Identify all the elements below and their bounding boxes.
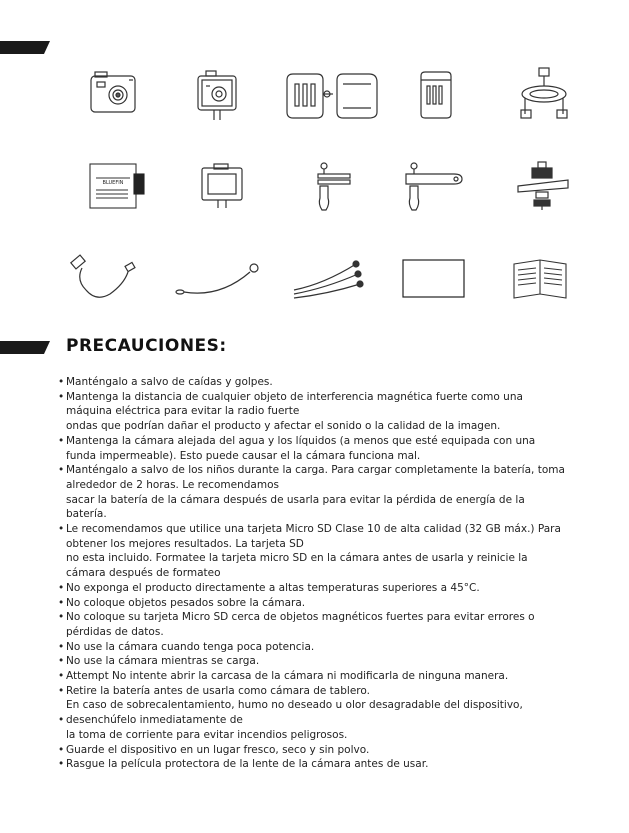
waterproof-case-icon	[192, 68, 242, 122]
precaution-text: Mantenga la distancia de cualquier objeto de interferencia magnética fuerte como una	[66, 390, 523, 403]
bullet-icon: •	[58, 684, 65, 697]
bullet-icon: •	[58, 670, 65, 683]
handlebar-mount-icon	[515, 66, 573, 122]
precaution-text: Guarde el dispositivo en un lugar fresco, seco y sin polvo.	[66, 743, 370, 756]
bullet-icon: •	[58, 611, 65, 624]
precaution-text: cámara después de formateo	[66, 567, 221, 580]
precaution-item	[60, 654, 580, 669]
precaution-text: alrededor de 2 horas. Le recomendamos	[66, 478, 279, 491]
bullet-icon: •	[58, 376, 65, 388]
precaution-text: En caso de sobrecalentamiento, humo no deseado u olor desagradable del dispositivo,	[66, 699, 523, 712]
precaution-text: No use la cámara cuando tenga poca potencia.	[66, 640, 315, 653]
bullet-icon: •	[58, 596, 65, 609]
bullet-icon: •	[58, 390, 65, 403]
brand-card-icon	[88, 160, 146, 212]
precaution-text: Manténgalo a salvo de caídas y golpes.	[66, 376, 273, 388]
precaution-item	[60, 596, 580, 611]
precaution-item	[60, 640, 580, 655]
precaution-text: No exponga el producto directamente a altas temperaturas superiores a 45°C.	[66, 581, 480, 594]
long-connector-icon	[396, 160, 468, 214]
precaution-text: Le recomendamos que utilice una tarjeta Micro SD Clase 10 de alta calidad (32 GB máx.) Para	[66, 523, 561, 536]
precaution-text: No coloque su tarjeta Micro SD cerca de objetos magnéticos fuertes para evitar errores o	[66, 611, 535, 624]
section-tab-bar	[0, 341, 50, 354]
precaution-text: ondas que podrían dañar el producto y afectar el sonido o la calidad de la imagen.	[66, 420, 501, 433]
bandages-icon	[290, 254, 370, 302]
precaution-text: Retire la batería antes de usarla como cámara de tablero.	[66, 684, 370, 697]
bullet-icon: •	[58, 523, 65, 536]
bullet-icon: •	[58, 581, 65, 594]
precaution-text: funda impermeable). Esto puede causar el la cámara funciona mal.	[66, 449, 421, 462]
precaution-text: No coloque objetos pesados sobre la cámara.	[66, 596, 306, 609]
precaution-text: obtener los mejores resultados. La tarjeta SD	[66, 537, 304, 550]
precaution-item	[60, 522, 580, 581]
bullet-icon: •	[58, 743, 65, 756]
buckle-mounts-icon	[283, 68, 383, 122]
tripod-adapter-icon	[514, 160, 572, 212]
precaution-text: Mantenga la cámara alejada del agua y los líquidos (a menos que esté equipada con una	[66, 434, 536, 447]
bullet-icon: •	[58, 640, 65, 653]
precaution-item	[60, 375, 580, 390]
precaution-text: máquina eléctrica para evitar la radio fuerte	[66, 405, 300, 418]
bullet-icon: •	[58, 464, 65, 477]
bullet-icon: •	[58, 655, 65, 668]
tether-icon	[170, 258, 266, 300]
precautions-list	[60, 375, 580, 772]
precaution-text: Rasgue la película protectora de la lente de la cámara antes de usar.	[66, 758, 429, 771]
precaution-text: desenchúfelo inmediatamente de	[66, 714, 243, 727]
cloth-icon	[402, 259, 466, 299]
precaution-text: sacar la batería de la cámara después de usarla para evitar la pérdida de energía de la	[66, 493, 525, 506]
precaution-item	[60, 743, 580, 758]
manual-icon	[510, 256, 570, 302]
precaution-item	[60, 669, 580, 684]
precaution-item	[60, 434, 580, 463]
precaution-item	[60, 757, 580, 772]
precaution-text: Manténgalo a salvo de los niños durante la carga. Para cargar completamente la batería, toma	[66, 464, 565, 477]
top-tab-bar	[0, 41, 50, 54]
action-camera-icon	[85, 68, 145, 118]
precaution-text: la toma de corriente para evitar incendios peligrosos.	[66, 728, 348, 741]
bullet-icon: •	[58, 434, 65, 447]
precaution-text: No use la cámara mientras se carga.	[66, 655, 260, 668]
bullet-icon: •	[58, 714, 65, 727]
section-title: PRECAUCIONES:	[66, 336, 227, 356]
usb-cable-icon	[66, 250, 146, 310]
brand-card-label: BLUEFIN	[102, 180, 124, 186]
bullet-icon: •	[58, 758, 65, 771]
precaution-text: Attempt No intente abrir la carcasa de la cámara ni modificarla de ninguna manera.	[66, 670, 509, 683]
frame-mount-icon	[196, 160, 248, 212]
precaution-text: no esta incluido. Formatee la tarjeta micro SD en la cámara antes de usarla y reinicie la	[66, 552, 528, 565]
precaution-text: batería.	[66, 508, 107, 521]
precaution-item	[60, 684, 580, 713]
precaution-item	[60, 713, 580, 742]
precaution-item	[60, 463, 580, 522]
precaution-item	[60, 581, 580, 596]
clip-mount-icon	[415, 68, 457, 122]
precaution-text: pérdidas de datos.	[66, 625, 164, 638]
precaution-item	[60, 610, 580, 639]
short-connector-icon	[306, 160, 356, 214]
precaution-item	[60, 390, 580, 434]
